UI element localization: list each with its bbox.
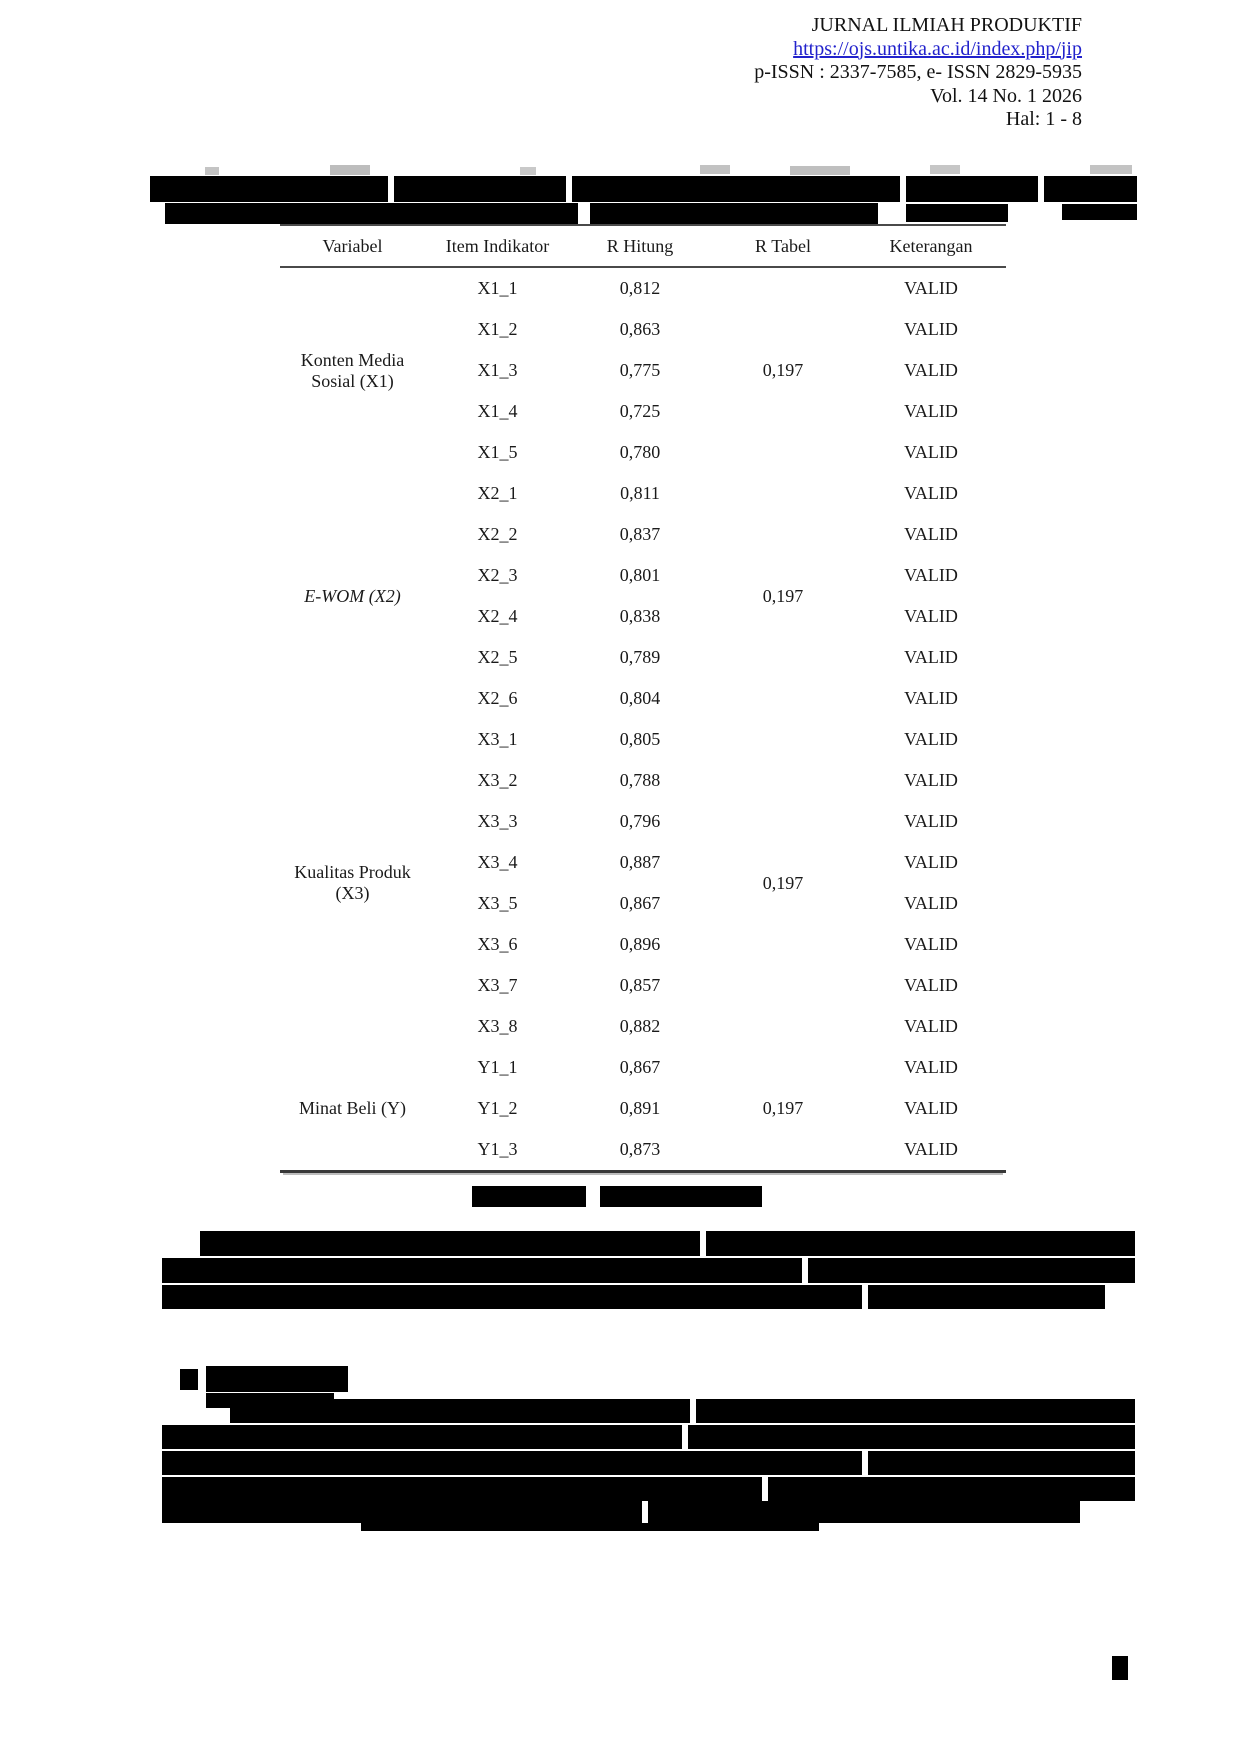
redacted-title-specks [330,165,370,175]
validity-table-header-row [280,225,1006,267]
r-hitung-cell: 0,887 [619,852,661,873]
redacted-paragraph-1 [162,1285,862,1309]
validity-table-head [280,225,1006,267]
redacted-paragraph-2 [688,1425,1135,1449]
validity-table [280,224,1006,1173]
keterangan-cell: VALID [904,483,958,504]
item-indikator-cell: X3_4 [477,852,518,873]
column-header: Keterangan [889,235,973,256]
r-hitung-cell: 0,812 [619,278,661,299]
redacted-paragraph-2 [230,1399,690,1423]
journal-url-line [754,38,1082,62]
keterangan-cell: VALID [904,401,958,422]
item-indikator-cell: X1_3 [477,360,518,381]
redacted-paragraph-1 [706,1231,1135,1256]
r-tabel-cell: 0,197 [762,1098,804,1119]
r-hitung-cell: 0,896 [619,934,661,955]
r-hitung-cell: 0,867 [619,1057,661,1078]
redacted-title-specks [1090,165,1132,174]
column-header: Item Indikator [445,235,550,256]
keterangan-cell: VALID [904,1016,958,1037]
r-hitung-cell: 0,796 [619,811,661,832]
keterangan-cell: VALID [904,606,958,627]
variabel-cell: Konten Media Sosial (X1) [300,349,405,391]
redacted-title-specks [700,165,730,174]
keterangan-cell: VALID [904,975,958,996]
column-header: R Tabel [755,235,811,256]
item-indikator-cell: X1_4 [477,401,518,422]
r-hitung-cell: 0,891 [619,1098,661,1119]
volume-line: Vol. 14 No. 1 2026 [930,84,1082,107]
item-indikator-cell: X2_3 [477,565,518,586]
keterangan-cell: VALID [904,811,958,832]
table-row [280,473,1006,514]
item-indikator-cell: X3_6 [477,934,518,955]
keterangan-cell: VALID [904,729,958,750]
item-indikator-cell: X3_8 [477,1016,518,1037]
table-row [280,719,1006,760]
redacted-title [1062,204,1137,220]
r-hitung-cell: 0,805 [619,729,661,750]
keterangan-cell: VALID [904,1139,958,1160]
redacted-paragraph-1 [808,1258,1135,1283]
redacted-paragraph-2 [162,1451,862,1475]
redacted-title-specks [520,167,536,175]
redacted-paragraph-1 [200,1231,700,1256]
column-header: R Hitung [606,235,674,256]
r-hitung-cell: 0,863 [619,319,661,340]
item-indikator-cell: X2_5 [477,647,518,668]
r-tabel-cell: 0,197 [762,585,804,606]
redacted-paragraph-2 [162,1501,642,1523]
keterangan-cell: VALID [904,565,958,586]
item-indikator-cell: Y1_2 [477,1098,518,1119]
keterangan-cell: VALID [904,319,958,340]
redacted-title [906,176,1038,202]
redacted-title [572,176,900,202]
keterangan-cell: VALID [904,770,958,791]
r-hitung-cell: 0,867 [619,893,661,914]
item-indikator-cell: X3_1 [477,729,518,750]
item-indikator-cell: X2_2 [477,524,518,545]
keterangan-cell: VALID [904,1057,958,1078]
r-hitung-cell: 0,788 [619,770,661,791]
r-hitung-cell: 0,789 [619,647,661,668]
redacted-section-heading [206,1366,348,1392]
r-hitung-cell: 0,780 [619,442,661,463]
redacted-title-specks [205,167,219,175]
item-indikator-cell: X2_6 [477,688,518,709]
item-indikator-cell: X2_1 [477,483,518,504]
keterangan-cell: VALID [904,524,958,545]
redacted-paragraph-2 [162,1425,682,1449]
redacted-paragraph-1 [162,1258,802,1283]
redacted-paragraph-2 [868,1451,1135,1475]
keterangan-cell: VALID [904,278,958,299]
validity-table-body [280,267,1006,1172]
redacted-caption [600,1186,762,1207]
table-row [280,267,1006,309]
item-indikator-cell: X1_2 [477,319,518,340]
issn-line: p-ISSN : 2337-7585, e- ISSN 2829-5935 [754,61,1082,84]
r-hitung-cell: 0,873 [619,1139,661,1160]
item-indikator-cell: X3_7 [477,975,518,996]
redacted-caption [472,1186,586,1207]
redacted-paragraph-2 [361,1523,819,1531]
keterangan-cell: VALID [904,647,958,668]
redacted-title-specks [790,166,850,175]
r-hitung-cell: 0,804 [619,688,661,709]
item-indikator-cell: X3_2 [477,770,518,791]
r-tabel-cell: 0,197 [762,872,804,893]
redacted-title [1044,176,1137,202]
item-indikator-cell: X3_3 [477,811,518,832]
r-hitung-cell: 0,775 [619,360,661,381]
item-indikator-cell: X2_4 [477,606,518,627]
journal-header [754,14,1082,132]
redacted-title [590,203,878,224]
redacted-title [906,204,1008,222]
redacted-paragraph-2 [648,1501,1080,1523]
redacted-title [150,176,388,202]
redacted-title [165,203,578,224]
keterangan-cell: VALID [904,1098,958,1119]
redacted-title-specks [930,165,960,174]
redacted-section-heading [206,1393,334,1408]
pages-line: Hal: 1 - 8 [1005,108,1082,131]
r-tabel-cell: 0,197 [762,360,804,381]
column-header: Variabel [322,235,383,256]
item-indikator-cell: Y1_3 [477,1139,518,1160]
keterangan-cell: VALID [904,360,958,381]
variabel-cell: Minat Beli (Y) [299,1098,406,1119]
item-indikator-cell: X1_1 [477,278,518,299]
table-row [280,1047,1006,1088]
r-hitung-cell: 0,837 [619,524,661,545]
r-hitung-cell: 0,801 [619,565,661,586]
r-hitung-cell: 0,857 [619,975,661,996]
redacted-title [394,176,566,202]
keterangan-cell: VALID [904,852,958,873]
r-hitung-cell: 0,882 [619,1016,661,1037]
r-hitung-cell: 0,838 [619,606,661,627]
redacted-paragraph-2 [768,1477,1135,1501]
item-indikator-cell: X1_5 [477,442,518,463]
journal-title: JURNAL ILMIAH PRODUKTIF [811,14,1082,36]
keterangan-cell: VALID [904,934,958,955]
variabel-cell: E-WOM (X2) [304,585,401,606]
keterangan-cell: VALID [904,688,958,709]
variabel-cell: Kualitas Produk (X3) [294,862,411,903]
journal-url-link[interactable]: https://ojs.untika.ac.id/index.php/jip [793,37,1082,60]
item-indikator-cell: Y1_1 [477,1057,518,1078]
keterangan-cell: VALID [904,893,958,914]
r-hitung-cell: 0,725 [619,401,661,422]
r-hitung-cell: 0,811 [620,483,660,504]
item-indikator-cell: X3_5 [477,893,518,914]
redacted-paragraph-1 [868,1285,1105,1309]
redacted-page-number [1112,1656,1128,1680]
redacted-paragraph-2 [696,1399,1135,1423]
keterangan-cell: VALID [904,442,958,463]
redacted-paragraph-2 [162,1477,762,1501]
redacted-section-heading [180,1369,198,1390]
